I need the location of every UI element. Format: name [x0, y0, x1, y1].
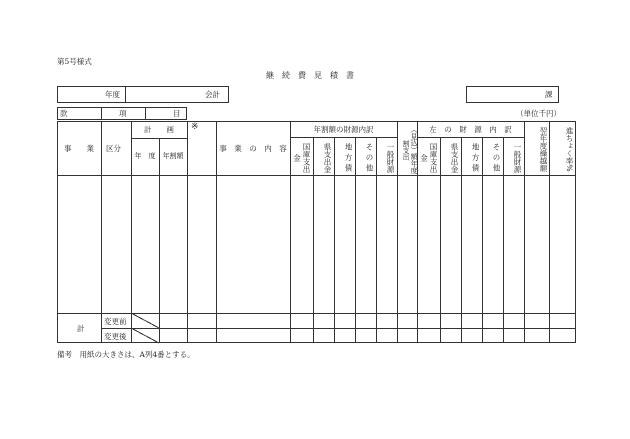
- kou-label: 項: [119, 109, 127, 118]
- col-annual-funding-group: 年割額の財源内訳: [313, 125, 374, 134]
- col-plan-year: 年 度: [134, 152, 156, 160]
- col-kenshi-2: 県支出金: [450, 143, 459, 173]
- after-change-label: 変更後: [104, 332, 127, 341]
- col-estimated: （見込）額年度割支出: [401, 126, 417, 174]
- col-progress: 進ちょく率%: [565, 126, 574, 172]
- col-kokko-2: 国庫支出金: [419, 143, 438, 173]
- col-content: 事 業 の 内 容: [219, 144, 287, 153]
- col-chihousai: 地方債: [344, 143, 353, 175]
- col-sonota-2: その他: [492, 143, 501, 175]
- col-ippan: 一般財源: [386, 143, 395, 173]
- section-label: 課: [545, 90, 553, 99]
- col-plan-annual: 年割額: [162, 152, 184, 160]
- col-kenshi: 県支出金: [323, 143, 332, 173]
- col-kokko: 国庫支出金: [292, 143, 311, 173]
- footnote: 備考 用紙の大きさは、A列4番とする。: [57, 350, 195, 359]
- col-carryover: 翌年度繰越額: [539, 126, 548, 172]
- fiscal-year-label: 年度: [105, 90, 120, 99]
- unit-note: （単位千円）: [516, 109, 561, 118]
- col-project: 事 業: [64, 144, 94, 153]
- kan-label: 款: [60, 109, 68, 118]
- moku-label: 目: [173, 109, 181, 118]
- form-number: 第5号様式: [57, 57, 92, 66]
- col-category: 区分: [106, 144, 121, 153]
- col-sonota: その他: [365, 143, 374, 175]
- col-asterisk: ※: [191, 122, 199, 132]
- total-label: 計: [77, 324, 85, 333]
- before-change-label: 変更前: [104, 317, 127, 326]
- col-ippan-2: 一般財源: [513, 143, 522, 173]
- col-chihousai-2: 地方債: [471, 143, 480, 175]
- col-left-funding-group: 左 の 財 源 内 訳: [429, 125, 512, 134]
- document-title: 継 続 費 見 積 書: [266, 71, 354, 80]
- account-label: 会計: [205, 90, 220, 99]
- col-plan: 計 画: [144, 125, 174, 134]
